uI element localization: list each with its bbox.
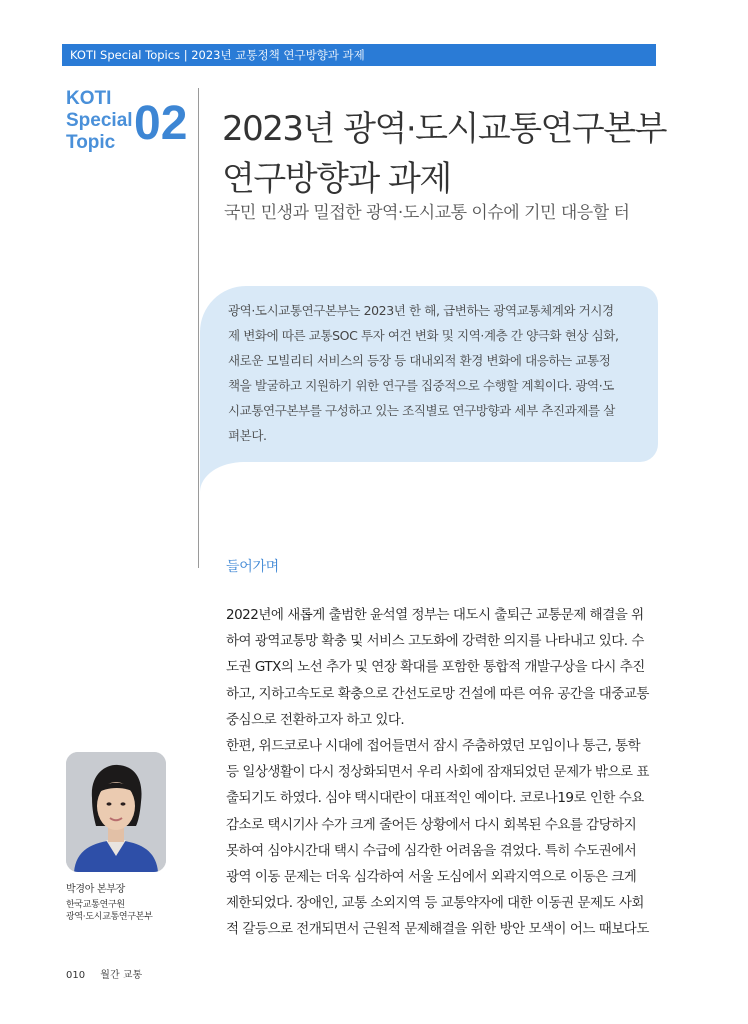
body-line: 적 갈등으로 전개되면서 근원적 문제해결을 위한 방안 모색이 어느 때보다도 [226, 921, 649, 938]
topic-number: 02 [134, 97, 188, 150]
author-name: 박경아 본부장 [66, 884, 126, 895]
page-title [222, 104, 666, 204]
abstract-text [228, 298, 640, 448]
body-line: 하고, 지하고속도로 확충으로 간선도로망 건설에 따른 여유 공간을 대중교통 [226, 685, 649, 702]
title-line-1: 2023년 광역·도시교통연구본부 [222, 109, 666, 149]
page-footer [66, 966, 142, 981]
body-text [226, 602, 658, 943]
body-line: 하여 광역교통망 확충 및 서비스 고도화에 강력한 의지를 나타내고 있다. 수 [226, 633, 644, 650]
body-line: 못하여 심야시간대 택시 수급에 심각한 어려움을 겪었다. 특히 수도권에서 [226, 842, 637, 859]
topic-label-line-3: Topic [66, 132, 116, 153]
author-org: 한국교통연구원 [66, 900, 125, 910]
topic-label [66, 88, 133, 154]
abstract-line: 새로운 모빌리티 서비스의 등장 등 대내외적 환경 변화에 대응하는 교통정 [228, 353, 611, 368]
body-line: 감소로 택시기사 수가 크게 줄어든 상황에서 다시 회복된 수요를 감당하지 [226, 816, 637, 833]
section-heading: 들어가며 [226, 559, 279, 575]
page-subtitle: 국민 민생과 밀접한 광역·도시교통 이슈에 기민 대응할 터 [224, 203, 630, 223]
abstract-line: 광역·도시교통연구본부는 2023년 한 해, 급변하는 광역교통체계와 거시경 [228, 303, 614, 318]
body-line: 2022년에 새롭게 출범한 윤석열 정부는 대도시 출퇴근 교통문제 해결을 위 [226, 607, 644, 623]
topic-label-line-1: KOTI [66, 88, 112, 109]
page-number: 010 [66, 970, 86, 981]
body-line: 중심으로 전환하고자 하고 있다. [226, 711, 405, 728]
running-header: KOTI Special Topics | 2023년 교통정책 연구방향과 과제 [62, 44, 656, 66]
body-line: 한편, 위드코로나 시대에 접어들면서 잠시 주춤하였던 모임이나 통근, 통학 [226, 738, 641, 755]
topic-label-line-2: Special [66, 110, 133, 131]
body-line: 등 일상생활이 다시 정상화되면서 우리 사회에 잠재되었던 문제가 밖으로 표 [226, 764, 649, 781]
abstract-line: 제 변화에 따른 교통SOC 투자 여건 변화 및 지역·계층 간 양극화 현상 심화, [228, 328, 619, 343]
abstract-line: 펴본다. [228, 428, 267, 443]
body-line: 제한되었다. 장애인, 교통 소외지역 등 교통약자에 대한 이동권 문제도 사회 [226, 895, 644, 912]
body-line: 광역 이동 문제는 더욱 심각하여 서울 도심에서 외곽지역으로 이동은 크게 [226, 869, 637, 886]
abstract-box-tail [200, 462, 244, 492]
vertical-divider [198, 88, 199, 568]
title-line-2: 연구방향과 과제 [222, 159, 451, 199]
author-photo [66, 752, 166, 872]
abstract-line: 시교통연구본부를 구성하고 있는 조직별로 연구방향과 세부 추진과제를 살 [228, 403, 615, 418]
author-info [66, 884, 186, 923]
abstract-line: 책을 발굴하고 지원하기 위한 연구를 집중적으로 수행할 계획이다. 광역·도 [228, 378, 614, 393]
body-line: 출되기도 하였다. 심야 택시대란이 대표적인 예이다. 코로나19로 인한 수요 [226, 790, 644, 807]
publication-name: 월간 교통 [100, 970, 143, 981]
author-dept: 광역·도시교통연구본부 [66, 912, 153, 922]
body-line: 도권 GTX의 노선 추가 및 연장 확대를 포함한 통합적 개발구상을 다시 추진 [226, 659, 645, 676]
